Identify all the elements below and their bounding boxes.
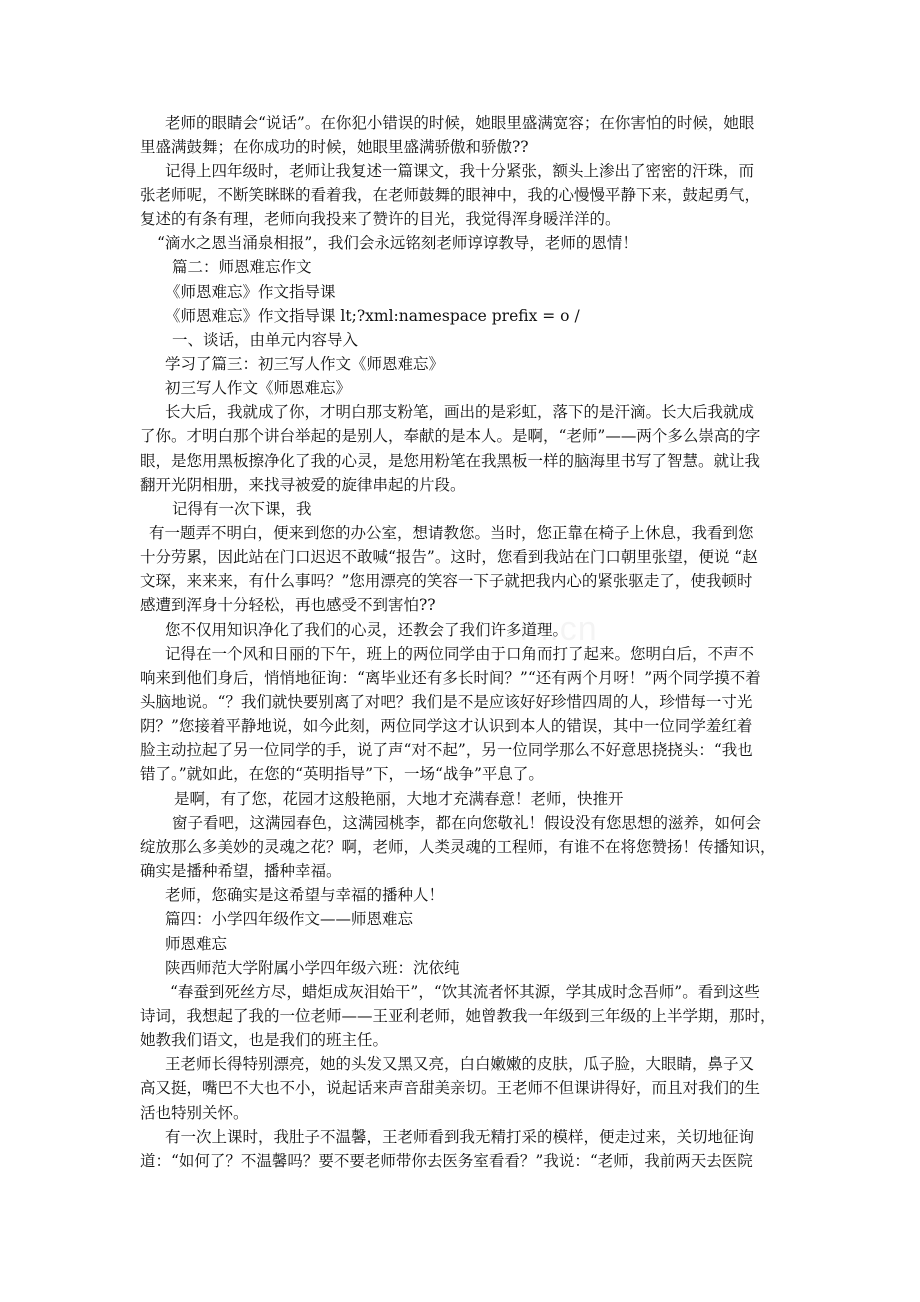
text-line: 响来到他们身后，悄悄地征询：“离毕业还有多长时间？”“还有两个月呀！”两个同学摸不着 — [140, 669, 761, 687]
text-line: 绽放那么多美妙的灵魂之花？啊，老师，人类灵魂的工程师，有谁不在将您赞扬！传播知识， — [140, 838, 776, 856]
text-line: 了你。才明白那个讲台举起的是别人，奉献的是本人。是啊，“老师”——两个多么崇高的字 — [140, 427, 761, 445]
text-line: 文琛，来来来，有什么事吗？”您用漂亮的笑容一下子就把我内心的紧张驱走了，使我顿时 — [140, 572, 753, 590]
text-line: 阴？”您接着平静地说，如今此刻，两位同学这才认识到本人的错误，其中一位同学羞红着 — [140, 717, 753, 735]
text-line: 记得有一次下课，我 — [172, 500, 312, 518]
text-line: 她教我们语文，也是我们的班主任。 — [140, 1031, 389, 1049]
text-line: 师恩难忘 — [165, 935, 228, 953]
text-line: 错了。”就如此，在您的“英明指导”下，一场“战争”平息了。 — [140, 765, 544, 783]
text-line: 陕西师范大学附属小学四年级六班：沈依纯 — [165, 959, 460, 977]
text-line: 确实是播种希望，播种幸福。 — [140, 862, 342, 880]
text-line: 《师恩难忘》作文指导课 — [165, 283, 336, 301]
text-line: 学习了篇三：初三写人作文《师恩难忘》 — [165, 355, 445, 373]
text-line: 脸主动拉起了另一位同学的手，说了声“对不起”，另一位同学那么不好意思挠挠头：“我也 — [140, 741, 753, 759]
text-line: 感遭到浑身十分轻松，再也感受不到害怕?? — [140, 596, 436, 614]
text-line: 老师，您确实是这希望与幸福的播种人！ — [165, 886, 445, 904]
text-line: “春蚕到死丝方尽，蜡炬成灰泪始干”，“饮其流者怀其源，学其成时念吾师”。看到这些 — [170, 983, 760, 1001]
text-line: 十分劳累，因此站在门口迟迟不敢喊“报告”。这时，您看到我站在门口朝里张望，便说 “赵 — [140, 548, 758, 566]
text-line: 王老师长得特别漂亮，她的头发又黑又亮，白白嫩嫩的皮肤，瓜子脸，大眼睛，鼻子又 — [165, 1055, 755, 1073]
text-line: 眼，是您用黑板擦净化了我的心灵，是您用粉笔在我黑板一样的脑海里书写了智慧。就让我 — [140, 452, 761, 470]
text-line: 活也特别关怀。 — [140, 1104, 249, 1122]
text-line: 长大后，我就成了你，才明白那支粉笔，画出的是彩虹，落下的是汗滴。长大后我就成 — [165, 403, 755, 421]
text-line: 翻开光阴相册，来找寻被爱的旋律串起的片段。 — [140, 476, 466, 494]
text-line: 记得在一个风和日丽的下午，班上的两位同学由于口角而打了起来。您明白后，不声不 — [165, 645, 755, 663]
text-line: 诗词，我想起了我的一位老师——王亚利老师，她曾教我一年级到三年级的上半学期，那时， — [140, 1007, 776, 1025]
text-line: 初三写人作文《师恩难忘》 — [165, 379, 352, 397]
text-line: 您不仅用知识净化了我们的心灵，还教会了我们许多道理。 — [165, 621, 569, 639]
section-heading: 篇四：小学四年级作文——师恩难忘 — [165, 910, 414, 928]
text-line: 头脑地说。“？我们就快要别离了对吧？我们是不是应该好好珍惜四周的人，珍惜每一寸光 — [140, 693, 753, 711]
text-line: 复述的有条有理，老师向我投来了赞许的目光，我觉得浑身暖洋洋的。 — [140, 210, 621, 228]
text-line: 老师的眼睛会“说话”。在你犯小错误的时候，她眼里盛满宽容；在你害怕的时候，她眼 — [165, 114, 755, 132]
text-line: 窗子看吧，这满园春色，这满园桃李，都在向您敬礼！假设没有您思想的滋养，如何会 — [172, 814, 762, 832]
text-line: 有一题弄不明白，便来到您的办公室，想请教您。当时，您正靠在椅子上休息，我看到您 — [149, 524, 754, 542]
text-line: 里盛满鼓舞；在你成功的时候，她眼里盛满骄傲和骄傲?? — [140, 138, 529, 156]
text-line: 记得上四年级时，老师让我复述一篇课文，我十分紧张，额头上渗出了密密的汗珠，而 — [165, 162, 755, 180]
text-line: 《师恩难忘》作文指导课 lt;?xml:namespace prefix = o / — [165, 307, 580, 325]
text-line: 一、谈话，由单元内容导入 — [172, 331, 359, 349]
text-line: 是啊，有了您，花园才这般艳丽，大地才充满春意！老师，快推开 — [174, 790, 624, 808]
section-heading: 篇二：师恩难忘作文 — [172, 258, 312, 276]
text-line: “滴水之恩当涌泉相报”，我们会永远铭刻老师谆谆教导，老师的恩情！ — [157, 234, 638, 252]
text-line: 道：“如何了？不温馨吗？要不要老师带你去医务室看看？”我说：“老师，我前两天去医院 — [140, 1152, 753, 1170]
text-line: 高又挺，嘴巴不大也不小，说起话来声音甜美亲切。王老师不但课讲得好，而且对我们的生 — [140, 1079, 761, 1097]
text-line: 有一次上课时，我肚子不温馨，王老师看到我无精打采的模样，便走过来，关切地征询 — [165, 1128, 755, 1146]
text-line: 张老师呢，不断笑眯眯的看着我，在老师鼓舞的眼神中，我的心慢慢平静下来，鼓起勇气， — [140, 186, 761, 204]
